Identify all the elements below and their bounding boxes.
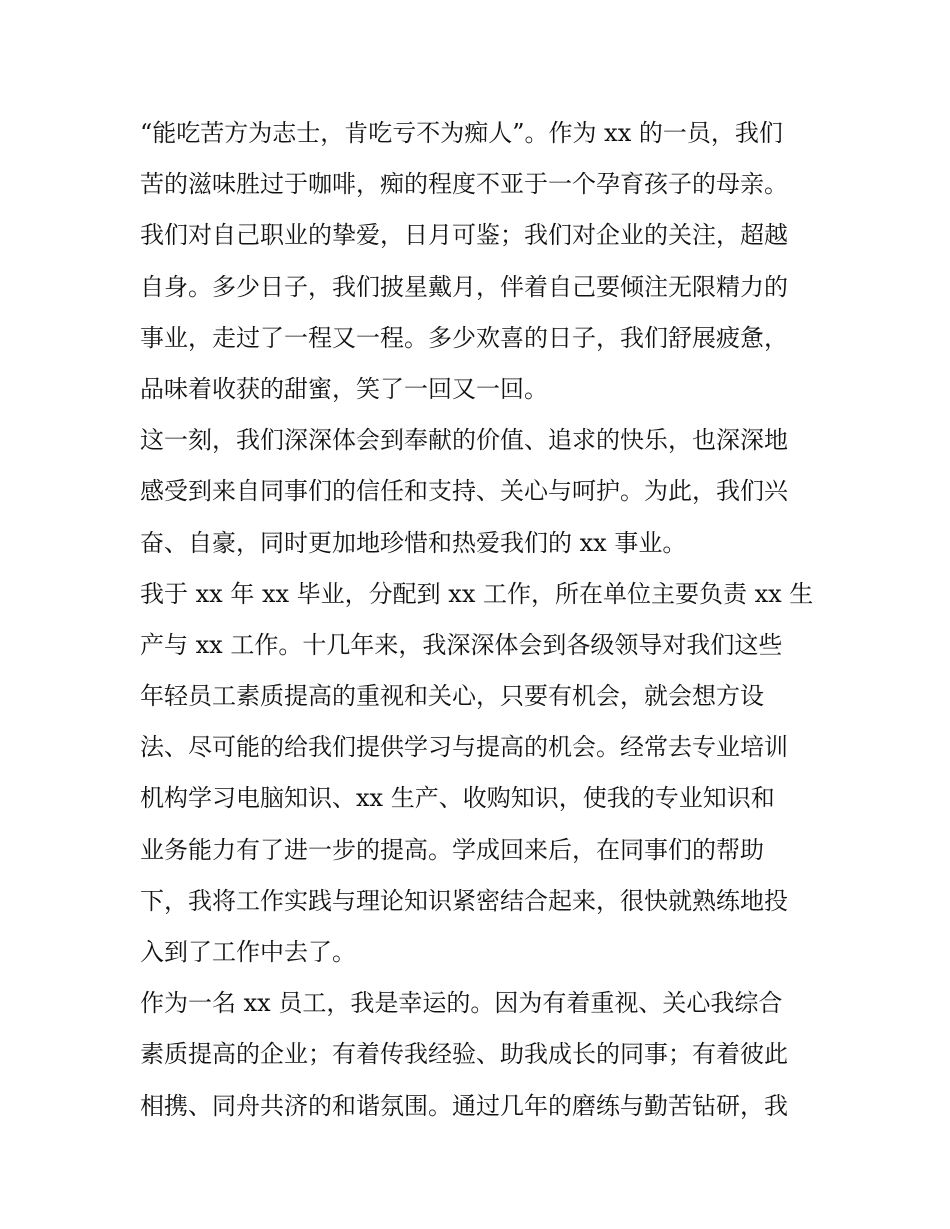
text-line: 素质提高的企业；有着传我经验、助我成长的同事；有着彼此 [140,1040,788,1069]
text-line: 品味着收获的甜蜜，笑了一回又一回。 [140,374,548,403]
text-line: 入到了工作中去了。 [140,938,356,966]
text-line: 感受到来自同事们的信任和支持、关心与呵护。为此，我们兴 [140,477,788,506]
document-body [140,108,815,1132]
text-line: 这一刻，我们深深体会到奉献的价值、追求的快乐，也深深地 [140,426,788,455]
text-line: 业务能力有了进一步的提高。学成回来后，在同事们的帮助 [140,835,764,864]
text-line: 年轻员工素质提高的重视和关心，只要有机会，就会想方设 [140,682,764,711]
text-line: 自身。多少日子，我们披星戴月，伴着自己要倾注无限精力的 [140,272,788,301]
text-line: 事业，走过了一程又一程。多少欢喜的日子，我们舒展疲惫， [140,323,788,352]
text-line: 产与 xx 工作。十几年来，我深深体会到各级领导对我们这些 [140,630,783,659]
text-line: 法、尽可能的给我们提供学习与提高的机会。经常去专业培训 [140,733,788,762]
text-line: 下，我将工作实践与理论知识紧密结合起来，很快就熟练地投 [140,886,788,915]
text-line: 相携、同舟共济的和谐氛围。通过几年的磨练与勤苦钻研，我 [140,1091,788,1120]
text-line: 作为一名 xx 员工，我是幸运的。因为有着重视、关心我综合 [140,989,783,1018]
text-line: 奋、自豪，同时更加地珍惜和热爱我们的 xx 事业。 [140,528,687,557]
text-line: 我于 xx 年 xx 毕业，分配到 xx 工作，所在单位主要负责 xx 生 [140,579,814,608]
text-line: 机构学习电脑知识、xx 生产、收购知识，使我的专业知识和 [140,784,775,813]
text-line: 苦的滋味胜过于咖啡，痴的程度不亚于一个孕育孩子的母亲。 [140,170,788,199]
text-line: “能吃苦方为志士，肯吃亏不为痴人”。作为 xx 的一员，我们 [140,119,783,147]
text-line: 我们对自己职业的挚爱，日月可鉴；我们对企业的关注，超越 [140,221,788,250]
